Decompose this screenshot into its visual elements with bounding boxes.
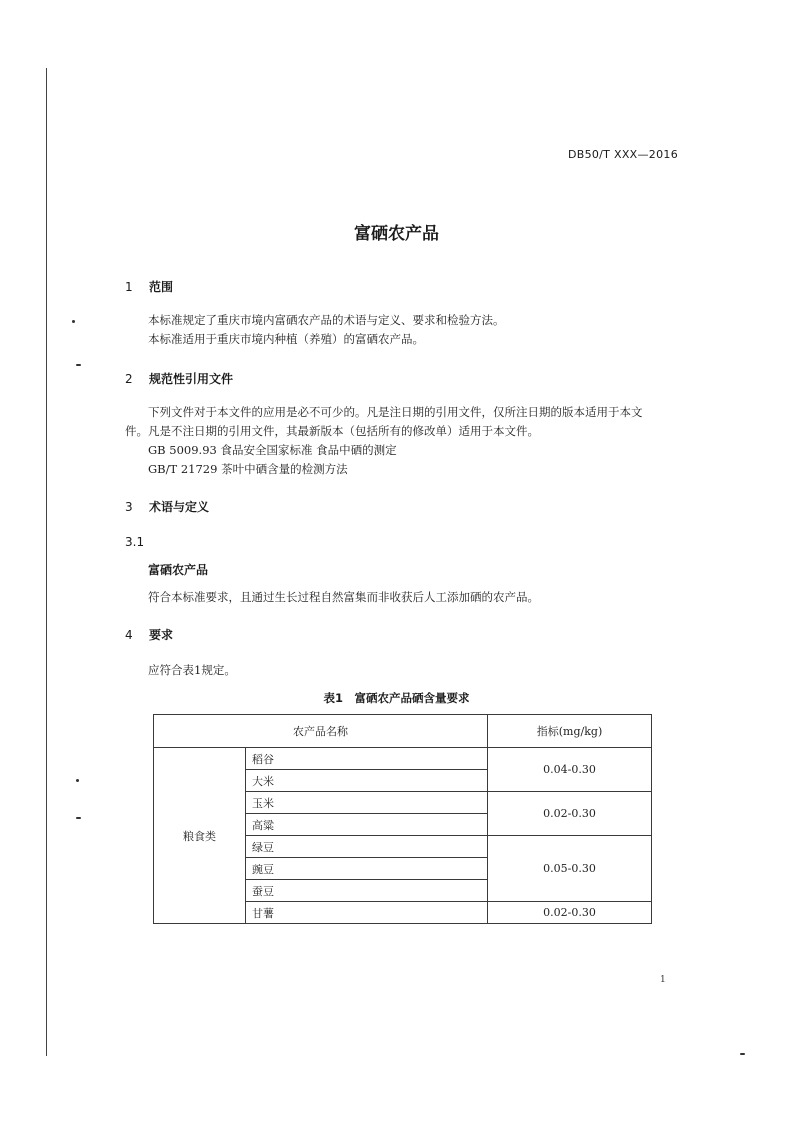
scan-speck	[740, 1053, 745, 1055]
table-header-row	[154, 715, 652, 748]
scan-speck	[76, 817, 81, 819]
header-indicator: 指标(mg/kg)	[488, 715, 652, 748]
reference-item: GB 5009.93 食品安全国家标准 食品中硒的测定	[148, 443, 397, 457]
scope-paragraph-2: 本标准适用于重庆市境内种植（养殖）的富硒农产品。	[148, 332, 424, 346]
product-cell: 豌豆	[246, 858, 488, 880]
category-cell: 粮食类	[154, 748, 246, 924]
value-cell: 0.02-0.30	[488, 792, 652, 836]
document-code: DB50/T XXX—2016	[567, 148, 678, 161]
page-number: 1	[660, 975, 666, 985]
section-heading-normative	[125, 370, 233, 387]
product-cell: 蚕豆	[246, 880, 488, 902]
subsection-number: 3.1	[125, 535, 145, 549]
term-definition: 符合本标准要求，且通过生长过程自然富集而非收获后人工添加硒的农产品。	[148, 590, 539, 604]
section-number: 1	[125, 280, 133, 294]
binding-edge-line	[46, 68, 47, 1056]
reference-item: GB/T 21729 茶叶中硒含量的检测方法	[148, 462, 348, 476]
page-title: 富硒农产品	[354, 224, 439, 244]
scan-speck	[76, 364, 81, 366]
scope-paragraph-1: 本标准规定了重庆市境内富硒农产品的术语与定义、要求和检验方法。	[148, 313, 505, 327]
table-caption: 表1 富硒农产品硒含量要求	[323, 691, 470, 705]
normative-intro-line-1: 下列文件对于本文件的应用是必不可少的。凡是注日期的引用文件，仅所注日期的版本适用于本文	[148, 405, 643, 419]
section-number: 2	[125, 372, 133, 386]
value-cell: 0.02-0.30	[488, 902, 652, 924]
value-cell: 0.05-0.30	[488, 836, 652, 902]
product-cell: 甘薯	[246, 902, 488, 924]
scan-speck	[76, 779, 79, 782]
section-heading-requirements	[125, 626, 173, 643]
section-title: 范围	[149, 280, 174, 294]
product-cell: 稻谷	[246, 748, 488, 770]
section-heading-terms	[125, 498, 209, 515]
product-cell: 玉米	[246, 792, 488, 814]
value-cell: 0.04-0.30	[488, 748, 652, 792]
product-cell: 高粱	[246, 814, 488, 836]
product-cell: 绿豆	[246, 836, 488, 858]
normative-intro-line-2: 件。凡是不注日期的引用文件，其最新版本（包括所有的修改单）适用于本文件。	[125, 424, 539, 438]
section-title: 规范性引用文件	[149, 372, 234, 386]
table-row	[154, 748, 652, 770]
header-product-name: 农产品名称	[154, 715, 488, 748]
section-number: 3	[125, 500, 133, 514]
selenium-requirements-table	[153, 714, 652, 924]
section-title: 术语与定义	[149, 500, 210, 514]
section-number: 4	[125, 628, 133, 642]
product-cell: 大米	[246, 770, 488, 792]
term-name: 富硒农产品	[148, 563, 209, 577]
section-title: 要求	[149, 628, 174, 642]
scan-speck	[72, 320, 75, 323]
requirements-text: 应符合表1规定。	[148, 663, 236, 677]
section-heading-scope	[125, 278, 173, 295]
